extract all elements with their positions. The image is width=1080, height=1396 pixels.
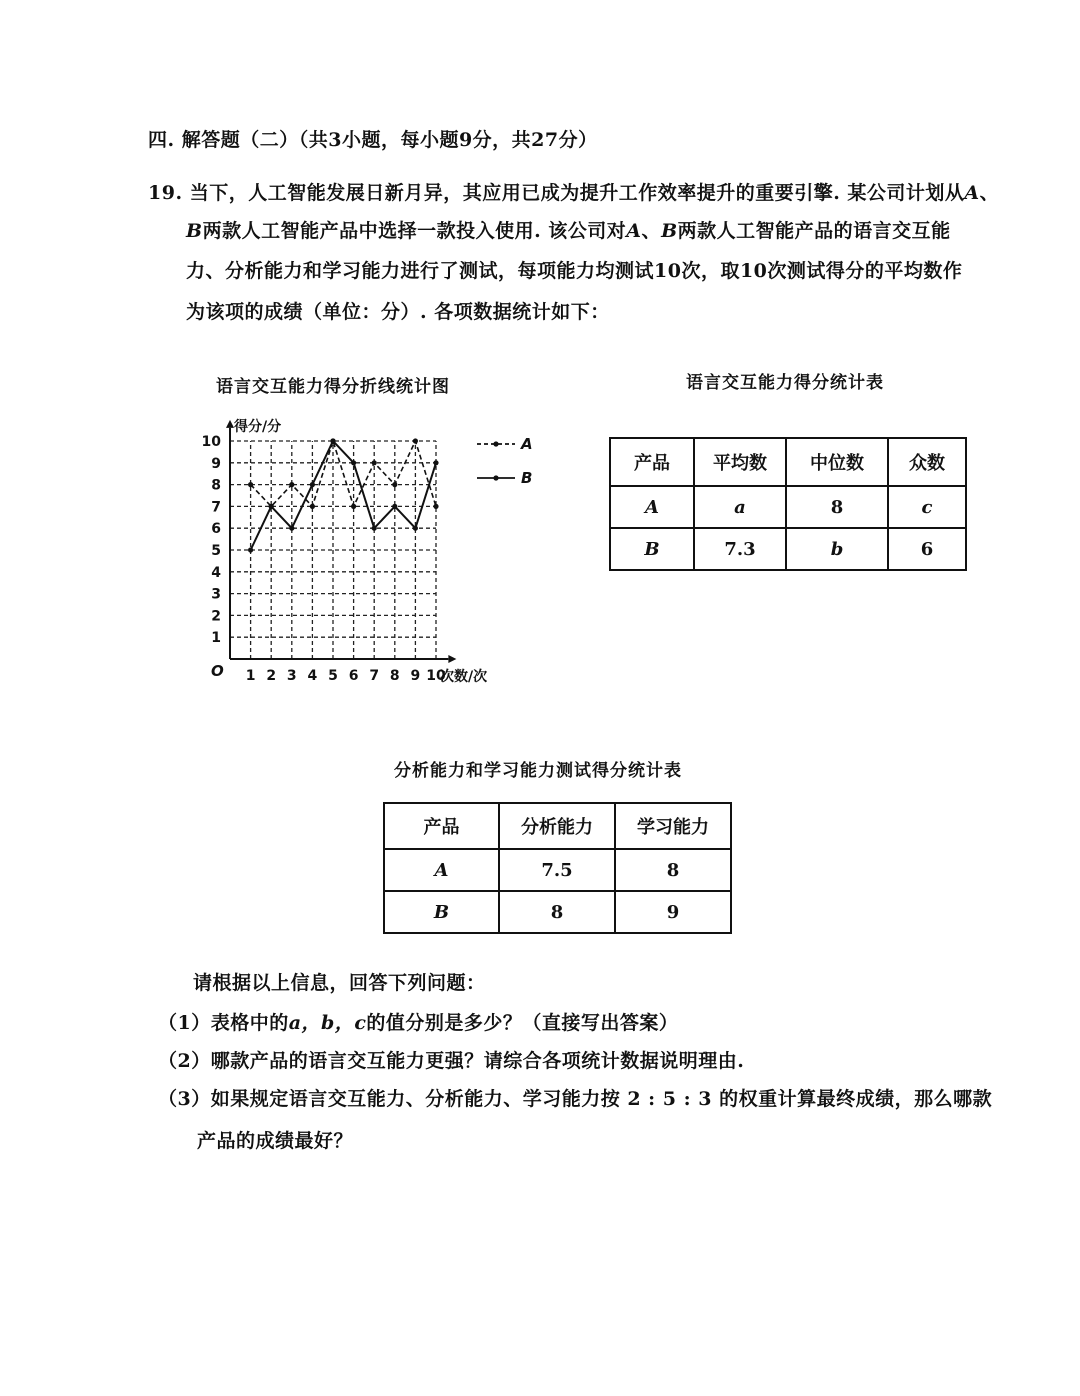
sub-question-2: （2）哪款产品的语言交互能力更强？请综合各项统计数据说明理由. (158, 1050, 745, 1072)
series-b-point (289, 526, 294, 531)
series-a-point (310, 504, 315, 509)
table-header-cell: 众数 (888, 438, 966, 486)
table-row (384, 891, 731, 933)
table-cell: B (610, 528, 694, 570)
table-cell: 8 (615, 849, 731, 891)
sub-question-vars: a，b，c (288, 1012, 367, 1034)
section-header: 四. 解答题（二）（共3小题，每小题9分，共27分） (148, 129, 598, 151)
series-a-point (413, 438, 418, 443)
table-cell: 6 (888, 528, 966, 570)
table-cell: b (786, 528, 888, 570)
x-tick-label: 6 (348, 668, 359, 684)
y-tick-label: 6 (211, 521, 221, 538)
y-axis-arrow (226, 420, 234, 428)
table-cell: 8 (786, 486, 888, 528)
table-header-cell: 学习能力 (615, 803, 731, 849)
y-tick-label: 9 (211, 455, 221, 472)
x-tick-label: 7 (369, 668, 380, 684)
table-cell: 8 (499, 891, 615, 933)
series-a-point (248, 482, 253, 487)
y-axis-label: 得分/分 (234, 418, 282, 435)
table-header-cell: 产品 (610, 438, 694, 486)
legend-b-marker (493, 475, 498, 480)
legend-a-marker (493, 441, 498, 446)
series-b-point (413, 526, 418, 531)
series-b-line (251, 441, 436, 550)
question-line-1 (148, 178, 999, 205)
table-header-row (384, 803, 731, 849)
analysis-learning-table (383, 802, 732, 934)
x-tick-label: 1 (245, 668, 256, 684)
x-tick-label: 4 (307, 668, 318, 684)
x-axis-arrow (448, 655, 456, 663)
series-a-point (289, 482, 294, 487)
table-cell: 9 (615, 891, 731, 933)
question-text: 当下，人工智能发展日新月异，其应用已成为提升工作效率提升的重要引擎. 某公司计划从 (189, 182, 965, 204)
x-tick-label: 10 (426, 668, 446, 684)
x-tick-label: 9 (410, 668, 421, 684)
table-header-cell: 平均数 (694, 438, 786, 486)
series-b-point (330, 438, 335, 443)
sub-question-1 (158, 1008, 678, 1035)
y-tick-label: 7 (211, 499, 221, 516)
y-tick-label: 8 (211, 477, 221, 494)
table-header-cell: 产品 (384, 803, 499, 849)
table-cell: c (888, 486, 966, 528)
table-cell: B (384, 891, 499, 933)
y-tick-label: 10 (201, 434, 221, 450)
table-cell: 7.5 (499, 849, 615, 891)
series-a-point (372, 460, 377, 465)
punct: 、 (641, 220, 662, 242)
series-b-point (351, 460, 356, 465)
series-a-point (351, 504, 356, 509)
x-axis-label: 次数/次 (440, 669, 488, 685)
series-b-point (269, 504, 274, 509)
table2-caption: 分析能力和学习能力测试得分统计表 (394, 761, 682, 781)
question-line-2 (186, 216, 951, 243)
chart-caption: 语言交互能力得分折线统计图 (216, 377, 450, 397)
legend-b-label: B (521, 469, 533, 487)
product-a-ref: A (964, 182, 980, 204)
question-text: 两款人工智能产品的语言交互能 (677, 220, 951, 242)
y-tick-label: 3 (211, 586, 221, 603)
origin-label: O (211, 662, 224, 680)
line-chart (195, 400, 535, 695)
sub-question-text: （1）表格中的 (158, 1012, 289, 1034)
x-tick-label: 3 (286, 668, 297, 684)
answer-prompt: 请根据以上信息，回答下列问题： (193, 972, 486, 994)
sub-question-3-cont: 产品的成绩最好？ (197, 1130, 354, 1152)
y-tick-label: 4 (211, 564, 221, 581)
y-tick-label: 5 (211, 543, 221, 559)
table-cell: a (694, 486, 786, 528)
table-row (610, 486, 966, 528)
table-header-cell: 中位数 (786, 438, 888, 486)
product-a-ref: A (626, 220, 642, 242)
x-tick-label: 5 (328, 668, 338, 684)
table-header-cell: 分析能力 (499, 803, 615, 849)
punct: 、 (979, 182, 1000, 204)
table-cell: A (384, 849, 499, 891)
series-b-point (248, 547, 253, 552)
question-text: 两款人工智能产品中选择一款投入使用. 该公司对 (202, 220, 627, 242)
table-row (610, 528, 966, 570)
table-row (384, 849, 731, 891)
series-b-point (372, 526, 377, 531)
y-tick-label: 1 (211, 630, 221, 647)
language-score-table (609, 437, 967, 571)
series-b-point (310, 482, 315, 487)
y-tick-label: 2 (211, 608, 221, 625)
series-b-point (392, 504, 397, 509)
series-a-point (392, 482, 397, 487)
sub-question-3: （3）如果规定语言交互能力、分析能力、学习能力按 2 : 5 : 3 的权重计算最终成绩，那么哪款 (158, 1088, 993, 1110)
product-b-ref: B (661, 220, 678, 242)
question-number: 19. (148, 182, 183, 204)
x-tick-label: 8 (389, 668, 400, 684)
legend-a-label: A (521, 435, 533, 453)
series-b-point (433, 460, 438, 465)
x-tick-label: 2 (266, 668, 277, 684)
sub-question-text: 的值分别是多少？（直接写出答案） (366, 1012, 679, 1034)
product-b-ref: B (186, 220, 203, 242)
table-header-row (610, 438, 966, 486)
table-cell: A (610, 486, 694, 528)
series-a-point (433, 504, 438, 509)
table1-caption: 语言交互能力得分统计表 (686, 373, 884, 393)
table-cell: 7.3 (694, 528, 786, 570)
question-line-4: 为该项的成绩（单位：分）. 各项数据统计如下： (186, 301, 610, 323)
question-line-3: 力、分析能力和学习能力进行了测试，每项能力均测试10次，取10次测试得分的平均数作 (186, 260, 963, 282)
